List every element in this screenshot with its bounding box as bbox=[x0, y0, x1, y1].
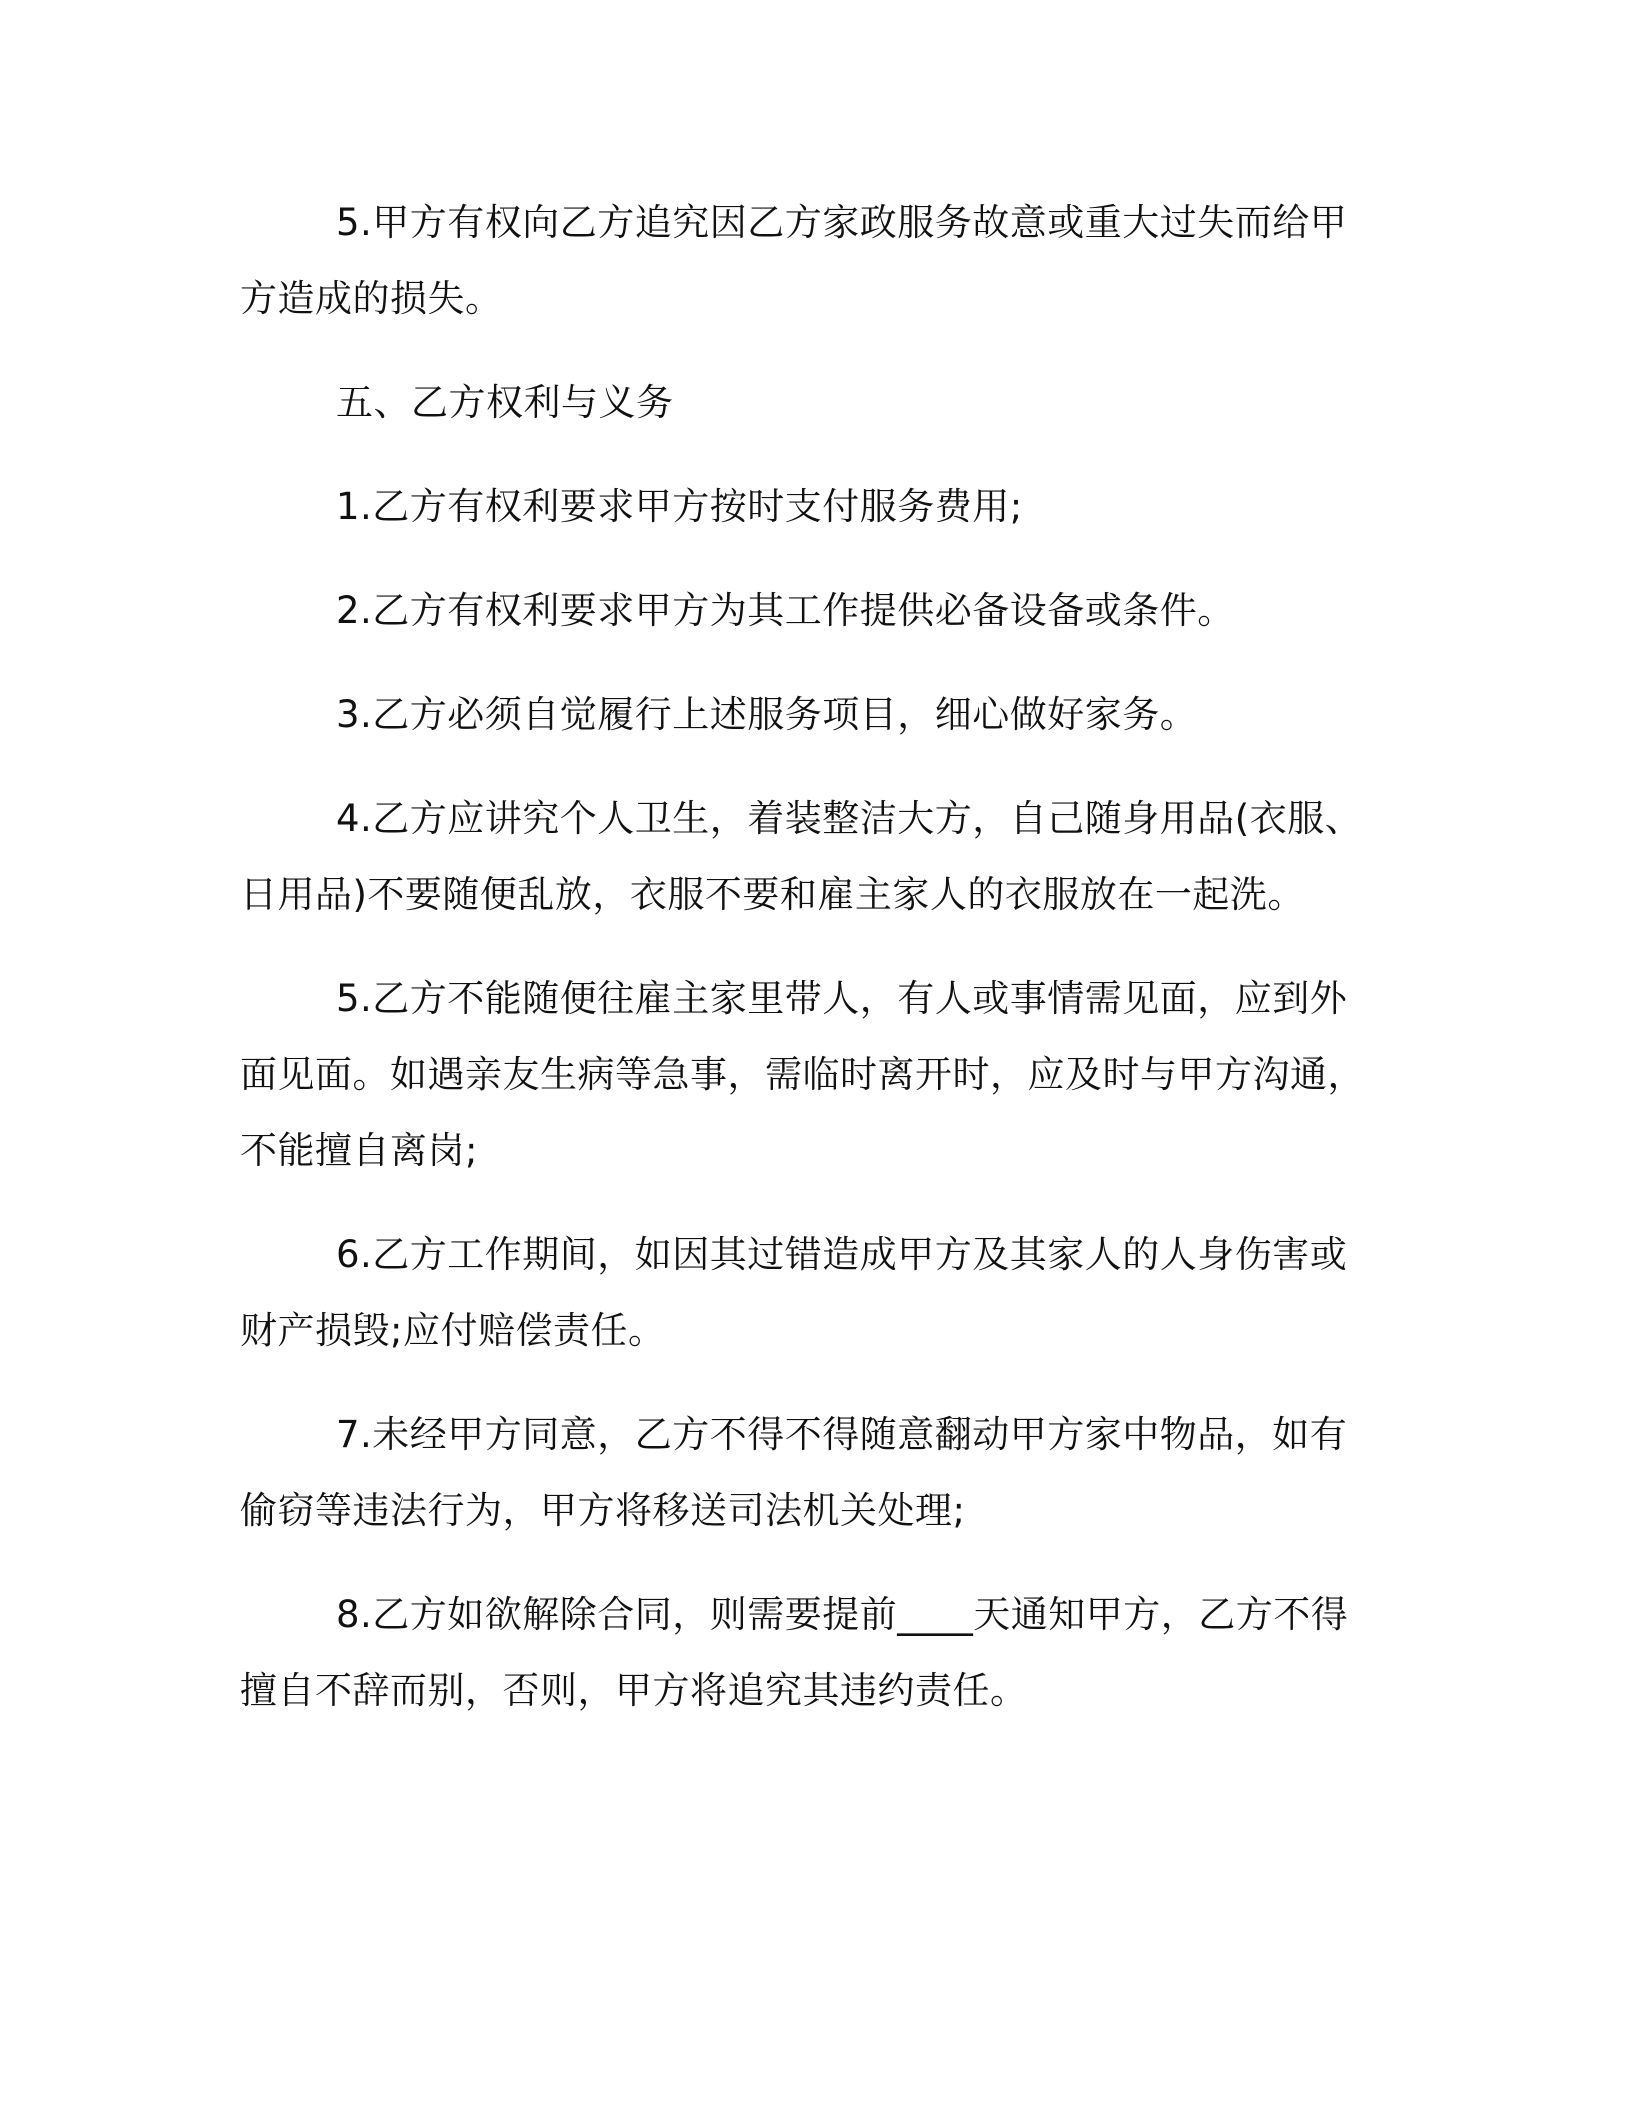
paragraph-b-duty-visitors: 5.乙方不能随便往雇主家里带人，有人或事情需见面，应到外面见面。如遇亲友生病等急事，需临时离开时，应及时与甲方沟通，不能擅自离岗; bbox=[240, 977, 1365, 1172]
paragraph-b-duty-hygiene: 4.乙方应讲究个人卫生，着装整洁大方，自己随身用品(衣服、日用品)不要随便乱放，衣服不要和雇主家人的衣服放在一起洗。 bbox=[240, 797, 1363, 916]
paragraph-b-liability: 6.乙方工作期间，如因其过错造成甲方及其家人的人身伤害或财产损毁;应付赔偿责任。 bbox=[240, 1233, 1348, 1352]
paragraph-party-a-claim-losses: 5.甲方有权向乙方追究因乙方家政服务故意或重大过失而给甲方造成的损失。 bbox=[240, 201, 1348, 320]
paragraph-b-right-equipment: 2.乙方有权利要求甲方为其工作提供必备设备或条件。 bbox=[336, 589, 1235, 632]
section-heading-party-b-rights: 五、乙方权利与义务 bbox=[336, 381, 674, 424]
paragraph-b-no-rummaging: 7.未经甲方同意，乙方不得不得随意翻动甲方家中物品，如有偷窃等违法行为，甲方将移送司法机关处理; bbox=[240, 1413, 1348, 1532]
paragraph-b-right-payment: 1.乙方有权利要求甲方按时支付服务费用; bbox=[336, 485, 1023, 528]
paragraph-b-termination: 8.乙方如欲解除合同，则需要提前____天通知甲方，乙方不得擅自不辞而别，否则，甲方将追究其违约责任。 bbox=[240, 1593, 1349, 1712]
document-body bbox=[240, 185, 1380, 1757]
paragraph-b-duty-service: 3.乙方必须自觉履行上述服务项目，细心做好家务。 bbox=[336, 693, 1198, 736]
